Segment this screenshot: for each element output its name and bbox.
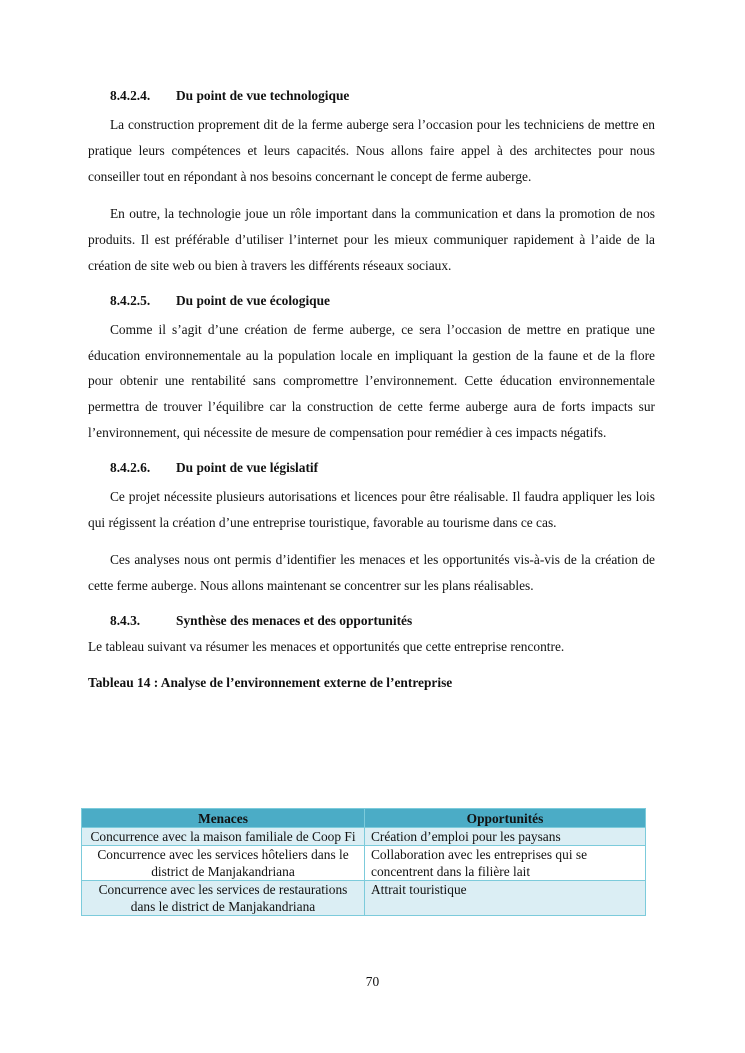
paragraph: En outre, la technologie joue un rôle important dans la communication et dans la promotion de nos produits. Il est préférable d’utiliser l’internet pour les mieux communiquer rapidement à l’aide de la création de site web ou bien à travers les différents réseaux sociaux. bbox=[88, 206, 655, 273]
section-number: 8.4.2.6. bbox=[110, 459, 151, 475]
section-title: Du point de vue législatif bbox=[176, 459, 319, 475]
section-heading-8426 bbox=[88, 458, 655, 478]
document-page bbox=[88, 86, 655, 699]
menace-cell: Concurrence avec les services de restaurations dans le district de Manjakandriana bbox=[82, 881, 365, 916]
section-title: Du point de vue écologique bbox=[176, 292, 331, 308]
table-row bbox=[82, 881, 646, 916]
table-intro: Le tableau suivant va résumer les menaces et opportunités que cette entreprise rencontre. bbox=[88, 638, 565, 654]
table-row bbox=[82, 846, 646, 881]
section-number: 8.4.2.5. bbox=[110, 292, 151, 308]
section-title: Synthèse des menaces et des opportunités bbox=[176, 612, 413, 628]
header-opportunites: Opportunités bbox=[365, 809, 646, 828]
table-row bbox=[82, 828, 646, 846]
section-heading-843 bbox=[88, 611, 655, 631]
opportunite-cell: Création d’emploi pour les paysans bbox=[365, 828, 646, 846]
header-menaces: Menaces bbox=[82, 809, 365, 828]
section-heading-8424 bbox=[88, 86, 655, 106]
menace-cell: Concurrence avec les services hôteliers dans le district de Manjakandriana bbox=[82, 846, 365, 881]
section-title: Du point de vue technologique bbox=[176, 88, 350, 103]
paragraph: La construction proprement dit de la ferme auberge sera l’occasion pour les techniciens de mettre en pratique leurs compétences et leurs capacités. Nous allons faire appel à des architectes pour nous conseiller tout en répondant à nos besoins concernant le concept de ferme auberge. bbox=[88, 117, 655, 184]
opportunite-cell: Attrait touristique bbox=[365, 881, 646, 916]
menace-cell: Concurrence avec la maison familiale de Coop Fi bbox=[82, 828, 365, 846]
paragraph: Ce projet nécessite plusieurs autorisations et licences pour être réalisable. Il faudra appliquer les lois qui régissent la création d’une entreprise touristique, favorable au tourisme dans ce cas. bbox=[88, 488, 655, 530]
section-heading-8425 bbox=[88, 291, 655, 311]
table-header-row bbox=[82, 809, 646, 828]
swot-table bbox=[81, 808, 646, 916]
page-number: 70 bbox=[365, 974, 380, 989]
paragraph: Comme il s’agit d’une création de ferme auberge, ce sera l’occasion de mettre en pratique une éducation environnementale au la population locale en impliquant la gestion de la faune et de la flore pour obtenir une rentabilité sans compromettre l’environnement. Cette éducation environnementale permettra de trouver l’équilibre car la construction de cette ferme auberge aura de forts impacts sur l’environnement, qui nécessite de mesure de compensation pour remédier à ces impacts négatifs. bbox=[88, 321, 655, 440]
section-number: 8.4.2.4. bbox=[110, 88, 151, 103]
opportunite-cell: Collaboration avec les entreprises qui se concentrent dans la filière lait bbox=[365, 846, 646, 881]
paragraph: Ces analyses nous ont permis d’identifier les menaces et les opportunités vis-à-vis de la création de cette ferme auberge. Nous allons maintenant se concentrer sur les plans réalisables. bbox=[88, 552, 655, 594]
table-caption: Tableau 14 : Analyse de l’environnement externe de l’entreprise bbox=[88, 674, 453, 690]
section-number: 8.4.3. bbox=[110, 612, 141, 628]
